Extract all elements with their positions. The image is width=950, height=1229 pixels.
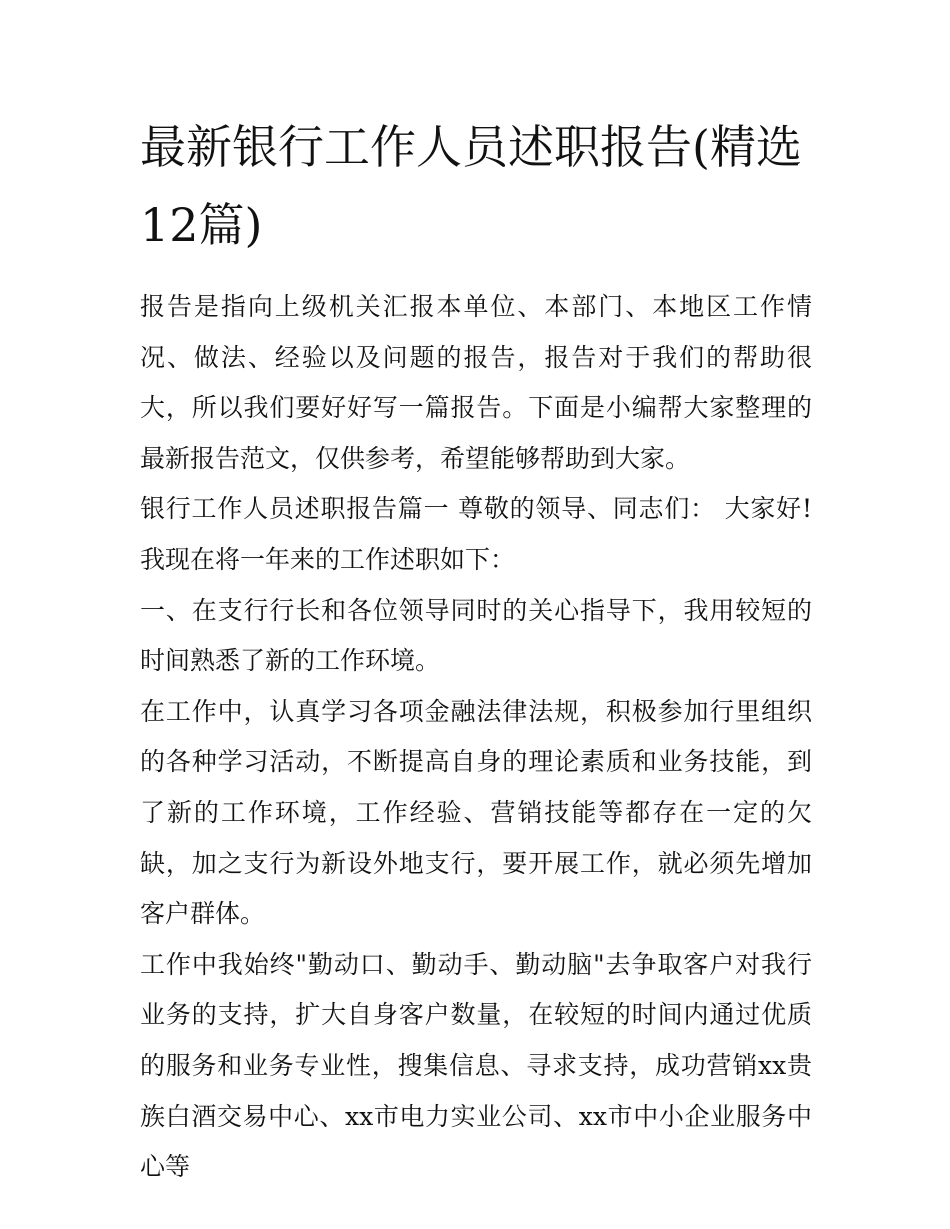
document-title: 最新银行工作人员述职报告(精选12篇) — [140, 120, 802, 252]
paragraph-study: 在工作中，认真学习各项金融法律法规，积极参加行里组织的各种学习活动，不断提高自身的理论素质和业务技能，到了新的工作环境，工作经验、营销技能等都存在一定的欠缺，加之支行为新设外地支行，要开展工作，就必须先增加客户群体。 — [140, 696, 812, 929]
document-page — [140, 108, 812, 1193]
paragraph-marketing: 工作中我始终"勤动口、勤动手、勤动脑"去争取客户对我行业务的支持，扩大自身客户数量，在较短的时间内通过优质的服务和业务专业性，搜集信息、寻求支持，成功营销xx贵族白酒交易中心、xx市电力实业公司、xx市中小企业服务中心等 — [140, 949, 812, 1182]
paragraph-section-one: 一、在支行行长和各位领导同时的关心指导下，我用较短的时间熟悉了新的工作环境。 — [140, 595, 812, 676]
paragraph-intro: 报告是指向上级机关汇报本单位、本部门、本地区工作情况、做法、经验以及问题的报告，报告对于我们的帮助很大，所以我们要好好写一篇报告。下面是小编帮大家整理的最新报告范文，仅供参考，希望能够帮助到大家。 — [140, 292, 812, 473]
paragraph-greeting: 银行工作人员述职报告篇一 尊敬的领导、同志们： 大家好!我现在将一年来的工作述职如下： — [140, 494, 812, 574]
